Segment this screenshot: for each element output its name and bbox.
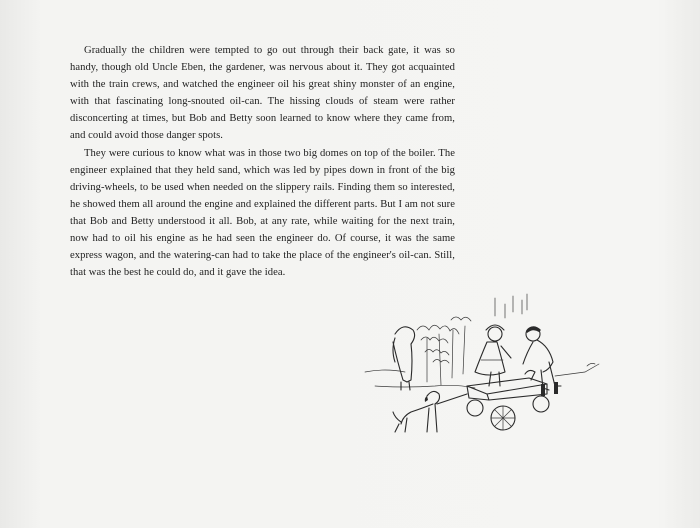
express-wagon	[437, 370, 549, 430]
children-wagon-illustration	[355, 290, 615, 445]
girl-figure	[475, 325, 511, 386]
illustration-drawing	[355, 290, 615, 445]
paragraph-2: They were curious to know what was in those two big domes on top of the boiler. The engineer explained that they held sand, which was led by pipes down in front of the big driving-wheels, to be used when needed on the slippery rails. Finding them so interested, he showed them all around the engine and explained the different parts. But I am not sure that Bob and Betty understood it all. Bob, at any rate, while waiting for the next train, now had to oil his engine as he had seen the engineer do. Of course, it was the same express wagon, and the watering-can had to take the place of the engineer's oil-can. Still, that was the best he could do, and it gave the idea.	[70, 147, 455, 279]
paragraph-1: Gradually the children were tempted to go out through their back gate, it was so handy, though old Uncle Eben, the gardener, was nervous about it. They got acquainted with the train crews, and watched the engineer oil his great shiny monster of an engine, with that fascinating long-snouted oil-can. The hissing clouds of steam were rather disconcerting at times, but Bob and Betty soon learned to know where they came from, and could avoid those danger spots.	[70, 45, 455, 142]
garden-bushes	[417, 317, 471, 385]
boy-figure	[523, 326, 561, 396]
fence	[495, 294, 527, 318]
garden-figure	[393, 327, 415, 390]
dog-figure	[393, 391, 440, 432]
story-text	[70, 42, 455, 281]
